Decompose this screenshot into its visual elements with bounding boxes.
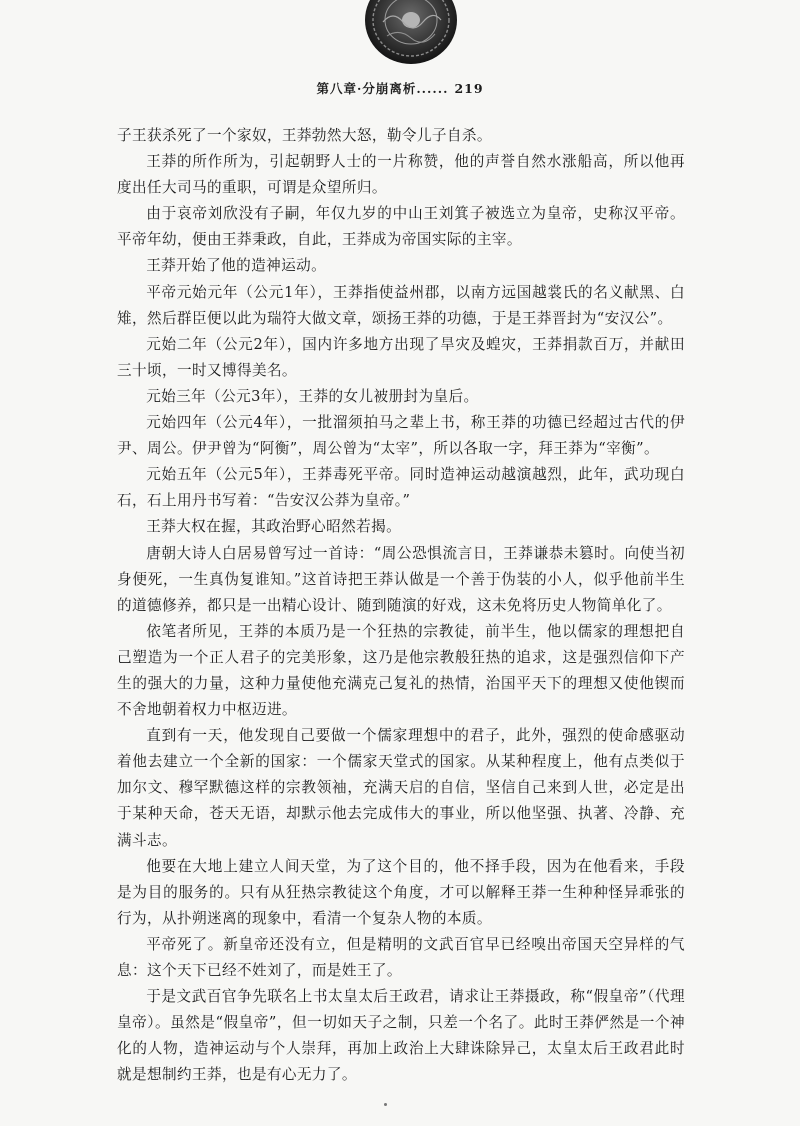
- paragraph: 由于哀帝刘欣没有子嗣，年仅九岁的中山王刘箕子被选立为皇帝，史称汉平帝。平帝年幼，便由王莽秉政，自此，王莽成为帝国实际的主宰。: [117, 205, 685, 249]
- paragraph: 子王获杀死了一个家奴，王莽勃然大怒，勒令儿子自杀。: [117, 127, 492, 144]
- paragraph: 依笔者所见，王莽的本质乃是一个狂热的宗教徒，前半生，他以儒家的理想把自己塑造为一个正人君子的完美形象，这乃是他宗教般狂热的追求，这是强烈信仰下产生的强大的力量，这种力量使他充满克己复礼的热情，治国平天下的理想又使他锲而不舍地朝着权力中枢迈进。: [117, 622, 685, 719]
- running-header: [0, 79, 800, 97]
- paragraph: 唐朝大诗人白居易曾写过一首诗：“周公恐惧流言日，王莽谦恭未篡时。向使当初身便死，一生真伪复谁知。”这首诗把王莽认做是一个善于伪装的小人，似乎他前半生的道德修养，都只是一出精心设计、随到随演的好戏，这未免将历史人物简单化了。: [117, 544, 685, 614]
- paragraph: 王莽大权在握，其政治野心昭然若揭。: [146, 518, 402, 536]
- paragraph: 于是文武百官争先联名上书太皇太后王政君，请求让王莽摄政，称“假皇帝”（代理皇帝）。虽然是“假皇帝”，但一切如天子之制，只差一个名了。此时王莽俨然是一个神化的人物，造神运动与个人崇拜，再加上政治上大肆诛除异己，太皇太后王政君此时就是想制约王莽，也是有心无力了。: [117, 988, 685, 1084]
- bronze-mirror-ornament: [363, 0, 459, 68]
- body-text: [117, 123, 685, 1088]
- paragraph: 元始四年（公元4年），一批溜须拍马之辈上书，称王莽的功德已经超过古代的伊尹、周公。伊尹曾为“阿衡”，周公曾为“太宰”，所以各取一字，拜王莽为“宰衡”。: [117, 414, 685, 458]
- paragraph: 元始三年（公元3年），王莽的女儿被册封为皇后。: [146, 387, 479, 405]
- paragraph: 直到有一天，他发现自己要做一个儒家理想中的君子，此外，强烈的使命感驱动着他去建立一个全新的国家：一个儒家天堂式的国家。从某种程度上，他有点类似于加尔文、穆罕默德这样的宗教领袖，充满天启的自信，坚信自己来到人世，必定是出于某种天命，苍天无语，却默示他去完成伟大的事业，所以他坚强、执著、冷静、充满斗志。: [117, 727, 685, 849]
- paragraph: 王莽开始了他的造神运动。: [146, 257, 327, 275]
- paragraph: 元始五年（公元5年），王莽毒死平帝。同时造神运动越演越烈，此年，武功现白石，石上用丹书写着：“告安汉公莽为皇帝。”: [117, 466, 685, 510]
- paragraph: 平帝元始元年（公元1年），王莽指使益州郡，以南方远国越裳氏的名义献黑、白雉，然后群臣便以此为瑞符大做文章，颂扬王莽的功德，于是王莽晋封为“安汉公”。: [117, 283, 685, 327]
- page-number: 219: [454, 81, 484, 96]
- chapter-title: 第八章·分崩离析......: [316, 81, 449, 96]
- paragraph: 元始二年（公元2年），国内许多地方出现了旱灾及蝗灾，王莽捐款百万，并献田三十顷，一时又博得美名。: [117, 335, 685, 379]
- scan-speck: [384, 1103, 387, 1106]
- paragraph: 王莽的所作所为，引起朝野人士的一片称赞，他的声誉自然水涨船高，所以他再度出任大司马的重职，可谓是众望所归。: [117, 153, 685, 197]
- paragraph: 平帝死了。新皇帝还没有立，但是精明的文武百官早已经嗅出帝国天空异样的气息：这个天下已经不姓刘了，而是姓王了。: [117, 935, 685, 979]
- paragraph: 他要在大地上建立人间天堂，为了这个目的，他不择手段，因为在他看来，手段是为目的服务的。只有从狂热宗教徒这个角度，才可以解释王莽一生种种怪异乖张的行为，从扑朔迷离的现象中，看清一个复杂人物的本质。: [117, 857, 685, 927]
